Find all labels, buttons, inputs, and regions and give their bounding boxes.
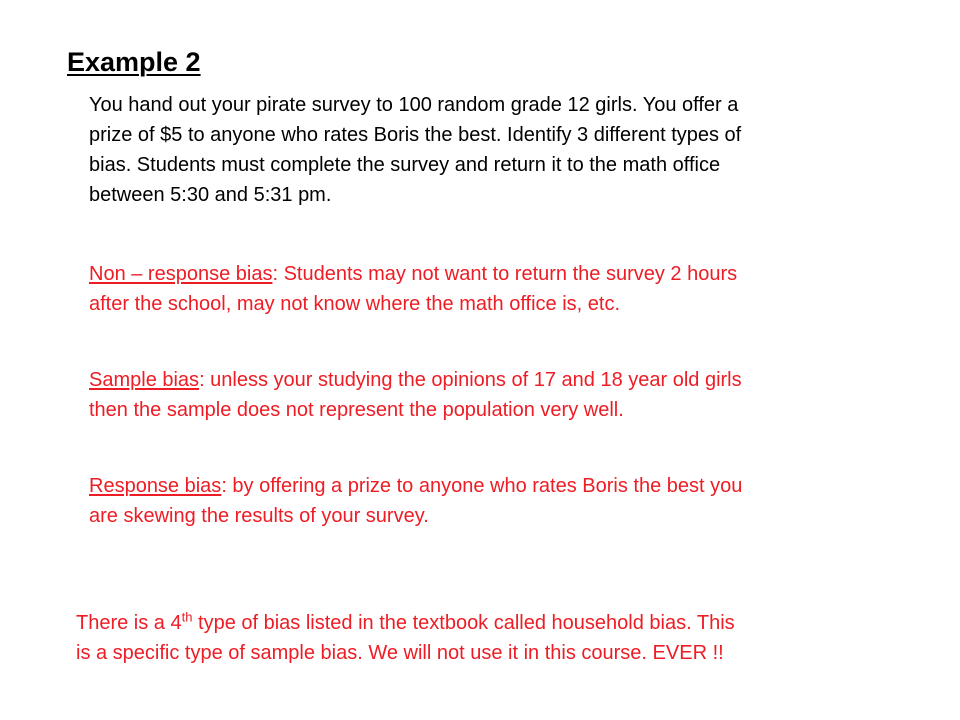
bias-term: Sample bias	[89, 369, 200, 391]
bias-term: Response bias	[89, 475, 222, 497]
bias-description: : Students may not want to return the survey 2 hours	[272, 263, 738, 285]
note-second-line: is a specific type of sample bias. We will not use it in this course. EVER !!	[76, 642, 724, 664]
bias-term: Non – response bias	[89, 263, 273, 285]
ordinal-superscript: th	[181, 609, 193, 625]
bias-second-line: after the school, may not know where the math office is, etc.	[89, 293, 621, 315]
problem-statement	[89, 90, 741, 210]
response-bias-block	[89, 471, 742, 531]
household-bias-note	[76, 608, 735, 668]
problem-line: You hand out your pirate survey to 100 random grade 12 girls. You offer a	[89, 94, 739, 116]
note-text-before: There is a 4	[76, 612, 182, 634]
problem-line: bias. Students must complete the survey and return it to the math office	[89, 154, 721, 176]
bias-first-line	[89, 471, 742, 501]
note-text-after: type of bias listed in the textbook called household bias. This	[192, 612, 735, 634]
bias-description: : unless your studying the opinions of 17 and 18 year old girls	[199, 369, 742, 391]
problem-line: prize of $5 to anyone who rates Boris the best. Identify 3 different types of	[89, 124, 742, 146]
problem-line: between 5:30 and 5:31 pm.	[89, 184, 332, 206]
bias-second-line: then the sample does not represent the population very well.	[89, 399, 624, 421]
note-first-line	[76, 608, 735, 638]
bias-first-line	[89, 259, 737, 289]
sample-bias-block	[89, 365, 742, 425]
bias-description: : by offering a prize to anyone who rates Boris the best you	[221, 475, 743, 497]
bias-second-line: are skewing the results of your survey.	[89, 505, 429, 527]
slide-title: Example 2	[67, 47, 201, 77]
non-response-bias-block	[89, 259, 737, 319]
bias-first-line	[89, 365, 742, 395]
